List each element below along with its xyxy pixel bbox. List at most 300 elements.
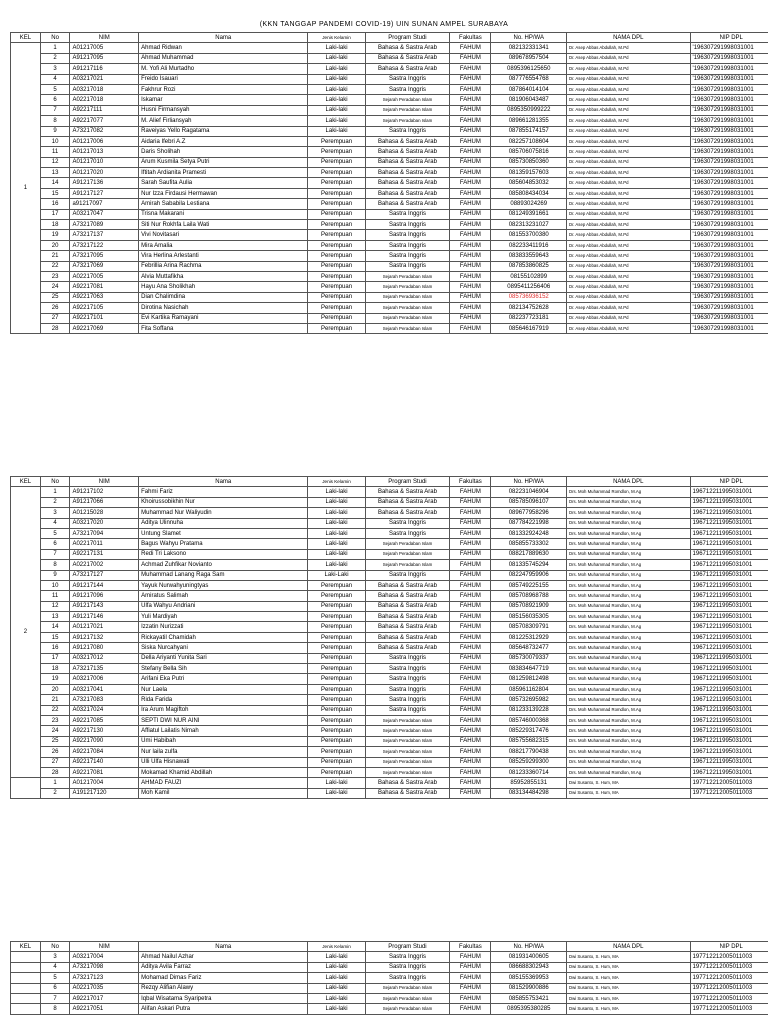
nip-cell: 197712212005011003 bbox=[690, 993, 768, 1003]
table-row bbox=[11, 126, 768, 136]
nama-cell: Rida Farida bbox=[139, 695, 308, 705]
jenis-kelamin-cell: Perempuan bbox=[308, 136, 365, 146]
hp-cell: 085755682315 bbox=[491, 736, 567, 746]
nama-cell: Alifan Askari Putra bbox=[139, 1004, 308, 1014]
column-header: No bbox=[40, 942, 70, 952]
no-cell: 21 bbox=[40, 251, 70, 261]
table-row bbox=[11, 251, 768, 261]
program-studi-cell: Sejarah Peradaban Islam bbox=[365, 560, 450, 570]
jenis-kelamin-cell: Perempuan bbox=[308, 580, 365, 590]
fakultas-cell: FAHUM bbox=[450, 116, 491, 126]
jenis-kelamin-cell: Perempuan bbox=[308, 240, 365, 250]
table-row bbox=[11, 53, 768, 63]
dpl-cell: Dr. Asep Abbas Abdullah, M.Pd bbox=[566, 178, 690, 188]
jenis-kelamin-cell: Perempuan bbox=[308, 323, 365, 333]
program-studi-cell: Bahasa & Sastra Arab bbox=[365, 612, 450, 622]
nama-cell: Rezqy Alifian Alawy bbox=[139, 983, 308, 993]
table-row bbox=[11, 684, 768, 694]
nama-cell: Nur Izza Firdausi Hermawan bbox=[139, 188, 308, 198]
column-header: Nama bbox=[139, 477, 308, 487]
dpl-cell: Dwi Susanto, S. Hum, MA bbox=[566, 778, 690, 788]
hp-cell: 088217889630 bbox=[491, 549, 567, 559]
nip-cell: '196307291998031001 bbox=[690, 292, 768, 302]
jenis-kelamin-cell: Perempuan bbox=[308, 230, 365, 240]
nama-cell: Fahmi Fariz bbox=[139, 487, 308, 497]
hp-cell: 089678957504 bbox=[491, 53, 567, 63]
nim-cell: A02217002 bbox=[70, 560, 139, 570]
hp-cell: 085785096107 bbox=[491, 497, 567, 507]
no-cell: 12 bbox=[40, 601, 70, 611]
nim-cell: A191217120 bbox=[70, 788, 139, 798]
program-studi-cell: Sejarah Peradaban Islam bbox=[365, 292, 450, 302]
nama-cell: Muhammad Lanang Raga Sam bbox=[139, 570, 308, 580]
nip-cell: 196712211995031001 bbox=[690, 539, 768, 549]
fakultas-cell: FAHUM bbox=[450, 271, 491, 281]
nim-cell: A73217122 bbox=[70, 240, 139, 250]
kelompok-cell bbox=[11, 983, 41, 993]
program-studi-cell: Sastra Inggris bbox=[365, 74, 450, 84]
nama-cell: Iftitah Ardianita Pramesti bbox=[139, 168, 308, 178]
nim-cell: A01217004 bbox=[70, 778, 139, 788]
column-header: No. HP/WA bbox=[491, 477, 567, 487]
hp-cell: 085730079337 bbox=[491, 653, 567, 663]
no-cell: 21 bbox=[40, 695, 70, 705]
column-header: KEL bbox=[11, 33, 41, 43]
nim-cell: A91217146 bbox=[70, 612, 139, 622]
table-row bbox=[11, 43, 768, 53]
no-cell: 2 bbox=[40, 788, 70, 798]
no-cell: 25 bbox=[40, 736, 70, 746]
no-cell: 10 bbox=[40, 136, 70, 146]
table-row bbox=[11, 261, 768, 271]
fakultas-cell: FAHUM bbox=[450, 973, 491, 983]
nim-cell: A73217089 bbox=[70, 220, 139, 230]
table-row bbox=[11, 767, 768, 777]
nama-cell: Iqbal Wisatama Syaripetra bbox=[139, 993, 308, 1003]
nim-cell: A92217017 bbox=[70, 993, 139, 1003]
nip-cell: 196712211995031001 bbox=[690, 528, 768, 538]
table-row bbox=[11, 178, 768, 188]
column-header: NAMA DPL bbox=[566, 477, 690, 487]
no-cell: 16 bbox=[40, 199, 70, 209]
no-cell: 28 bbox=[40, 767, 70, 777]
dpl-cell: Drs. Moh Muhammad Romdlon, M.Ag bbox=[566, 622, 690, 632]
column-header: Program Studi bbox=[365, 477, 450, 487]
jenis-kelamin-cell: Perempuan bbox=[308, 757, 365, 767]
hp-cell: 081529900886 bbox=[491, 983, 567, 993]
nip-cell: 196712211995031001 bbox=[690, 570, 768, 580]
nip-cell: '196307291998031001 bbox=[690, 313, 768, 323]
fakultas-cell: FAHUM bbox=[450, 497, 491, 507]
column-header: No. HP/WA bbox=[491, 33, 567, 43]
program-studi-cell: Bahasa & Sastra Arab bbox=[365, 632, 450, 642]
nama-cell: Vivi Novitasari bbox=[139, 230, 308, 240]
jenis-kelamin-cell: Laki-laki bbox=[308, 84, 365, 94]
nim-cell: A92217069 bbox=[70, 323, 139, 333]
hp-cell: 08155102899 bbox=[491, 271, 567, 281]
table-row bbox=[11, 962, 768, 972]
nip-cell: 196712211995031001 bbox=[690, 757, 768, 767]
jenis-kelamin-cell: Laki-laki bbox=[308, 788, 365, 798]
dpl-cell: Drs. Moh Muhammad Romdlon, M.Ag bbox=[566, 747, 690, 757]
column-header: NAMA DPL bbox=[566, 33, 690, 43]
fakultas-cell: FAHUM bbox=[450, 508, 491, 518]
dpl-cell: Dwi Susanto, S. Hum, MA bbox=[566, 993, 690, 1003]
nim-cell: A92217131 bbox=[70, 549, 139, 559]
fakultas-cell: FAHUM bbox=[450, 518, 491, 528]
no-cell: 1 bbox=[40, 778, 70, 788]
jenis-kelamin-cell: Perempuan bbox=[308, 220, 365, 230]
jenis-kelamin-cell: Laki-laki bbox=[308, 778, 365, 788]
nama-cell: Ulli Ulfa Hisnawati bbox=[139, 757, 308, 767]
column-header: No bbox=[40, 33, 70, 43]
nip-cell: 196712211995031001 bbox=[690, 518, 768, 528]
dpl-cell: Drs. Moh Muhammad Romdlon, M.Ag bbox=[566, 487, 690, 497]
fakultas-cell: FAHUM bbox=[450, 591, 491, 601]
nama-cell: Daris Sholihah bbox=[139, 147, 308, 157]
no-cell: 4 bbox=[40, 518, 70, 528]
nama-cell: SEPTI DWI NUR AINI bbox=[139, 715, 308, 725]
dpl-cell: Dr. Asep Abbas Abdullah, M.Pd bbox=[566, 126, 690, 136]
jenis-kelamin-cell: Perempuan bbox=[308, 674, 365, 684]
hp-cell: 082134752628 bbox=[491, 303, 567, 313]
program-studi-cell: Sastra Inggris bbox=[365, 570, 450, 580]
hp-cell: 081335745294 bbox=[491, 560, 567, 570]
program-studi-cell: Sejarah Peradaban Islam bbox=[365, 1004, 450, 1014]
dpl-cell: Drs. Moh Muhammad Romdlon, M.Ag bbox=[566, 539, 690, 549]
nip-cell: '196307291998031001 bbox=[690, 199, 768, 209]
jenis-kelamin-cell: Perempuan bbox=[308, 147, 365, 157]
fakultas-cell: FAHUM bbox=[450, 126, 491, 136]
nim-cell: A92217140 bbox=[70, 757, 139, 767]
dpl-cell: Drs. Moh Muhammad Romdlon, M.Ag bbox=[566, 612, 690, 622]
dpl-cell: Drs. Moh Muhammad Romdlon, M.Ag bbox=[566, 653, 690, 663]
nim-cell: A91217144 bbox=[70, 580, 139, 590]
column-header: Jenis Kelamin bbox=[308, 477, 365, 487]
column-header: KEL bbox=[11, 942, 41, 952]
nim-cell: A91217095 bbox=[70, 53, 139, 63]
no-cell: 7 bbox=[40, 105, 70, 115]
program-studi-cell: Sastra Inggris bbox=[365, 664, 450, 674]
program-studi-cell: Sejarah Peradaban Islam bbox=[365, 767, 450, 777]
nama-cell: M. Yofi Ali Murtadho bbox=[139, 64, 308, 74]
program-studi-cell: Sastra Inggris bbox=[365, 973, 450, 983]
table-row bbox=[11, 282, 768, 292]
program-studi-cell: Sejarah Peradaban Islam bbox=[365, 313, 450, 323]
column-header: NIM bbox=[70, 33, 139, 43]
table-row bbox=[11, 303, 768, 313]
nama-cell: Mira Amalia bbox=[139, 240, 308, 250]
nip-cell: '196307291998031001 bbox=[690, 261, 768, 271]
nim-cell: A03217004 bbox=[70, 952, 139, 962]
dpl-cell: Drs. Moh Muhammad Romdlon, M.Ag bbox=[566, 497, 690, 507]
nim-cell: A73217127 bbox=[70, 570, 139, 580]
jenis-kelamin-cell: Laki-laki bbox=[308, 560, 365, 570]
program-studi-cell: Sejarah Peradaban Islam bbox=[365, 736, 450, 746]
nim-cell: A01217020 bbox=[70, 168, 139, 178]
kelompok-cell bbox=[11, 993, 41, 1003]
nama-cell: Mokamad Khamid Abdillah bbox=[139, 767, 308, 777]
dpl-cell: Dr. Asep Abbas Abdullah, M.Pd bbox=[566, 136, 690, 146]
dpl-cell: Dr. Asep Abbas Abdullah, M.Pd bbox=[566, 271, 690, 281]
nama-cell: Ahmad Nailul Azhar bbox=[139, 952, 308, 962]
fakultas-cell: FAHUM bbox=[450, 188, 491, 198]
table-row bbox=[11, 788, 768, 798]
dpl-cell: Drs. Moh Muhammad Romdlon, M.Ag bbox=[566, 528, 690, 538]
hp-cell: 081359157603 bbox=[491, 168, 567, 178]
table-row bbox=[11, 715, 768, 725]
nama-cell: Ahmad Ridwan bbox=[139, 43, 308, 53]
fakultas-cell: FAHUM bbox=[450, 251, 491, 261]
hp-cell: 082313231027 bbox=[491, 220, 567, 230]
hp-cell: 089677958296 bbox=[491, 508, 567, 518]
column-header: Fakultas bbox=[450, 942, 491, 952]
table-row bbox=[11, 209, 768, 219]
nip-cell: 197712212005011003 bbox=[690, 962, 768, 972]
no-cell: 26 bbox=[40, 747, 70, 757]
hp-cell: 085259299300 bbox=[491, 757, 567, 767]
jenis-kelamin-cell: Perempuan bbox=[308, 303, 365, 313]
nama-cell: Achmad Zuhfikar Novianto bbox=[139, 560, 308, 570]
program-studi-cell: Bahasa & Sastra Arab bbox=[365, 601, 450, 611]
nim-cell: A01217010 bbox=[70, 157, 139, 167]
table-row bbox=[11, 983, 768, 993]
jenis-kelamin-cell: Laki-laki bbox=[308, 116, 365, 126]
jenis-kelamin-cell: Laki-Laki bbox=[308, 570, 365, 580]
nip-cell: 196712211995031001 bbox=[690, 549, 768, 559]
fakultas-cell: FAHUM bbox=[450, 549, 491, 559]
table-row bbox=[11, 539, 768, 549]
program-studi-cell: Sastra Inggris bbox=[365, 528, 450, 538]
nama-cell: Yayuk Nurwahyuningtyas bbox=[139, 580, 308, 590]
dpl-cell: Drs. Moh Muhammad Romdlon, M.Ag bbox=[566, 601, 690, 611]
nama-cell: Stefany Bella Sih bbox=[139, 664, 308, 674]
nama-cell: Husni Firmansyah bbox=[139, 105, 308, 115]
nim-cell: A02217011 bbox=[70, 539, 139, 549]
program-studi-cell: Sastra Inggris bbox=[365, 209, 450, 219]
nim-cell: a91217097 bbox=[70, 199, 139, 209]
jenis-kelamin-cell: Laki-laki bbox=[308, 518, 365, 528]
hp-cell: 088217790438 bbox=[491, 747, 567, 757]
hp-cell: 85952855131 bbox=[491, 778, 567, 788]
jenis-kelamin-cell: Laki-laki bbox=[308, 539, 365, 549]
dpl-cell: Dr. Asep Abbas Abdullah, M.Pd bbox=[566, 188, 690, 198]
nim-cell: A73217083 bbox=[70, 695, 139, 705]
dpl-cell: Dr. Asep Abbas Abdullah, M.Pd bbox=[566, 95, 690, 105]
program-studi-cell: Bahasa & Sastra Arab bbox=[365, 788, 450, 798]
fakultas-cell: FAHUM bbox=[450, 230, 491, 240]
nip-cell: '196307291998031001 bbox=[690, 230, 768, 240]
hp-cell: 083833559643 bbox=[491, 251, 567, 261]
no-cell: 10 bbox=[40, 580, 70, 590]
dpl-cell: Dwi Susanto, S. Hum, MA bbox=[566, 1004, 690, 1014]
no-cell: 14 bbox=[40, 178, 70, 188]
program-studi-cell: Bahasa & Sastra Arab bbox=[365, 157, 450, 167]
nim-cell: A01217006 bbox=[70, 136, 139, 146]
fakultas-cell: FAHUM bbox=[450, 570, 491, 580]
column-header: NAMA DPL bbox=[566, 942, 690, 952]
program-studi-cell: Sejarah Peradaban Islam bbox=[365, 726, 450, 736]
dpl-cell: Dr. Asep Abbas Abdullah, M.Pd bbox=[566, 323, 690, 333]
program-studi-cell: Sejarah Peradaban Islam bbox=[365, 282, 450, 292]
nim-cell: A73217098 bbox=[70, 962, 139, 972]
nama-cell: Iskamar bbox=[139, 95, 308, 105]
nama-cell: Evi Kartika Ramayani bbox=[139, 313, 308, 323]
table-row bbox=[11, 271, 768, 281]
no-cell: 9 bbox=[40, 570, 70, 580]
nim-cell: A73217137 bbox=[70, 230, 139, 240]
hp-cell: 0895396125650 bbox=[491, 64, 567, 74]
nim-cell: A92217077 bbox=[70, 116, 139, 126]
nip-cell: 197712212005011003 bbox=[690, 983, 768, 993]
table-row bbox=[11, 653, 768, 663]
nim-cell: A03217021 bbox=[70, 74, 139, 84]
jenis-kelamin-cell: Perempuan bbox=[308, 188, 365, 198]
nip-cell: '196307291998031001 bbox=[690, 251, 768, 261]
jenis-kelamin-cell: Perempuan bbox=[308, 282, 365, 292]
dpl-cell: Dr. Asep Abbas Abdullah, M.Pd bbox=[566, 105, 690, 115]
no-cell: 20 bbox=[40, 684, 70, 694]
column-header: Nama bbox=[139, 33, 308, 43]
fakultas-cell: FAHUM bbox=[450, 715, 491, 725]
dpl-cell: Drs. Moh Muhammad Romdlon, M.Ag bbox=[566, 643, 690, 653]
no-cell: 9 bbox=[40, 126, 70, 136]
fakultas-cell: FAHUM bbox=[450, 240, 491, 250]
hp-cell: 085708921909 bbox=[491, 601, 567, 611]
dpl-cell: Dr. Asep Abbas Abdullah, M.Pd bbox=[566, 116, 690, 126]
program-studi-cell: Bahasa & Sastra Arab bbox=[365, 643, 450, 653]
program-studi-cell: Sastra Inggris bbox=[365, 251, 450, 261]
fakultas-cell: FAHUM bbox=[450, 560, 491, 570]
jenis-kelamin-cell: Perempuan bbox=[308, 715, 365, 725]
nim-cell: A01217005 bbox=[70, 43, 139, 53]
nip-cell: 197712212005011003 bbox=[690, 952, 768, 962]
fakultas-cell: FAHUM bbox=[450, 147, 491, 157]
dpl-cell: Drs. Moh Muhammad Romdlon, M.Ag bbox=[566, 518, 690, 528]
nim-cell: A91217143 bbox=[70, 601, 139, 611]
nim-cell: A92217130 bbox=[70, 726, 139, 736]
jenis-kelamin-cell: Perempuan bbox=[308, 178, 365, 188]
nim-cell: A92217081 bbox=[70, 767, 139, 777]
fakultas-cell: FAHUM bbox=[450, 962, 491, 972]
dpl-cell: Drs. Moh Muhammad Romdlon, M.Ag bbox=[566, 632, 690, 642]
no-cell: 14 bbox=[40, 622, 70, 632]
program-studi-cell: Sastra Inggris bbox=[365, 695, 450, 705]
dpl-cell: Drs. Moh Muhammad Romdlon, M.Ag bbox=[566, 695, 690, 705]
jenis-kelamin-cell: Perempuan bbox=[308, 292, 365, 302]
table-row bbox=[11, 116, 768, 126]
no-cell: 18 bbox=[40, 220, 70, 230]
nama-cell: Izzatin Nurizzati bbox=[139, 622, 308, 632]
no-cell: 24 bbox=[40, 282, 70, 292]
jenis-kelamin-cell: Perempuan bbox=[308, 643, 365, 653]
hp-cell: 085746000368 bbox=[491, 715, 567, 725]
fakultas-cell: FAHUM bbox=[450, 528, 491, 538]
table-row bbox=[11, 674, 768, 684]
nim-cell: A91217080 bbox=[70, 643, 139, 653]
no-cell: 3 bbox=[40, 508, 70, 518]
kelompok-cell bbox=[11, 1004, 41, 1014]
program-studi-cell: Bahasa & Sastra Arab bbox=[365, 147, 450, 157]
program-studi-cell: Sastra Inggris bbox=[365, 261, 450, 271]
hp-cell: 085730850360 bbox=[491, 157, 567, 167]
table-row bbox=[11, 84, 768, 94]
nim-cell: A03217041 bbox=[70, 684, 139, 694]
fakultas-cell: FAHUM bbox=[450, 53, 491, 63]
jenis-kelamin-cell: Laki-laki bbox=[308, 43, 365, 53]
nama-cell: Affiatul Lailatis Nimah bbox=[139, 726, 308, 736]
hp-cell: 086688302943 bbox=[491, 962, 567, 972]
nama-cell: Alvia Muttafikha bbox=[139, 271, 308, 281]
table-row bbox=[11, 157, 768, 167]
table-row bbox=[11, 643, 768, 653]
dpl-cell: Dr. Asep Abbas Abdullah, M.Pd bbox=[566, 230, 690, 240]
program-studi-cell: Sastra Inggris bbox=[365, 126, 450, 136]
no-cell: 5 bbox=[40, 528, 70, 538]
jenis-kelamin-cell: Perempuan bbox=[308, 313, 365, 323]
no-cell: 27 bbox=[40, 757, 70, 767]
nip-cell: 196712211995031001 bbox=[690, 497, 768, 507]
nip-cell: '196307291998031001 bbox=[690, 178, 768, 188]
nim-cell: A01217021 bbox=[70, 622, 139, 632]
table-row bbox=[11, 726, 768, 736]
dpl-cell: Drs. Moh Muhammad Romdlon, M.Ag bbox=[566, 705, 690, 715]
dpl-cell: Dwi Susanto, S. Hum, MA bbox=[566, 788, 690, 798]
fakultas-cell: FAHUM bbox=[450, 95, 491, 105]
nip-cell: '196307291998031001 bbox=[690, 43, 768, 53]
nama-cell: Siti Nur Rokhfa Laila Wati bbox=[139, 220, 308, 230]
nip-cell: 196712211995031001 bbox=[690, 726, 768, 736]
no-cell: 8 bbox=[40, 1004, 70, 1014]
table-row bbox=[11, 952, 768, 962]
nim-cell: A03217018 bbox=[70, 84, 139, 94]
nama-cell: Untung Slamet bbox=[139, 528, 308, 538]
table-row bbox=[11, 497, 768, 507]
no-cell: 6 bbox=[40, 95, 70, 105]
table-row bbox=[11, 313, 768, 323]
jenis-kelamin-cell: Laki-laki bbox=[308, 497, 365, 507]
jenis-kelamin-cell: Perempuan bbox=[308, 591, 365, 601]
nim-cell: A73217094 bbox=[70, 528, 139, 538]
nip-cell: 196712211995031001 bbox=[690, 622, 768, 632]
jenis-kelamin-cell: Perempuan bbox=[308, 664, 365, 674]
nip-cell: '196307291998031001 bbox=[690, 168, 768, 178]
nip-cell: '196307291998031001 bbox=[690, 188, 768, 198]
hp-cell: 082231046904 bbox=[491, 487, 567, 497]
hp-cell: 085708309791 bbox=[491, 622, 567, 632]
nim-cell: A03217012 bbox=[70, 653, 139, 663]
jenis-kelamin-cell: Perempuan bbox=[308, 622, 365, 632]
program-studi-cell: Bahasa & Sastra Arab bbox=[365, 43, 450, 53]
fakultas-cell: FAHUM bbox=[450, 684, 491, 694]
hp-cell: 0895411256406 bbox=[491, 282, 567, 292]
nip-cell: '196307291998031001 bbox=[690, 282, 768, 292]
nip-cell: 196712211995031001 bbox=[690, 715, 768, 725]
table-row bbox=[11, 240, 768, 250]
table-row bbox=[11, 705, 768, 715]
hp-cell: 085855733302 bbox=[491, 539, 567, 549]
hp-cell: 082237723181 bbox=[491, 313, 567, 323]
kelompok-3-table bbox=[10, 941, 768, 1015]
hp-cell: 085155369953 bbox=[491, 973, 567, 983]
nama-cell: Redi Tri Laksono bbox=[139, 549, 308, 559]
nama-cell: Rickayatil Chamidah bbox=[139, 632, 308, 642]
kelompok-cell: 1 bbox=[11, 43, 41, 334]
jenis-kelamin-cell: Perempuan bbox=[308, 209, 365, 219]
nim-cell: A92217111 bbox=[70, 105, 139, 115]
table-row bbox=[11, 632, 768, 642]
nip-cell: '196307291998031001 bbox=[690, 303, 768, 313]
